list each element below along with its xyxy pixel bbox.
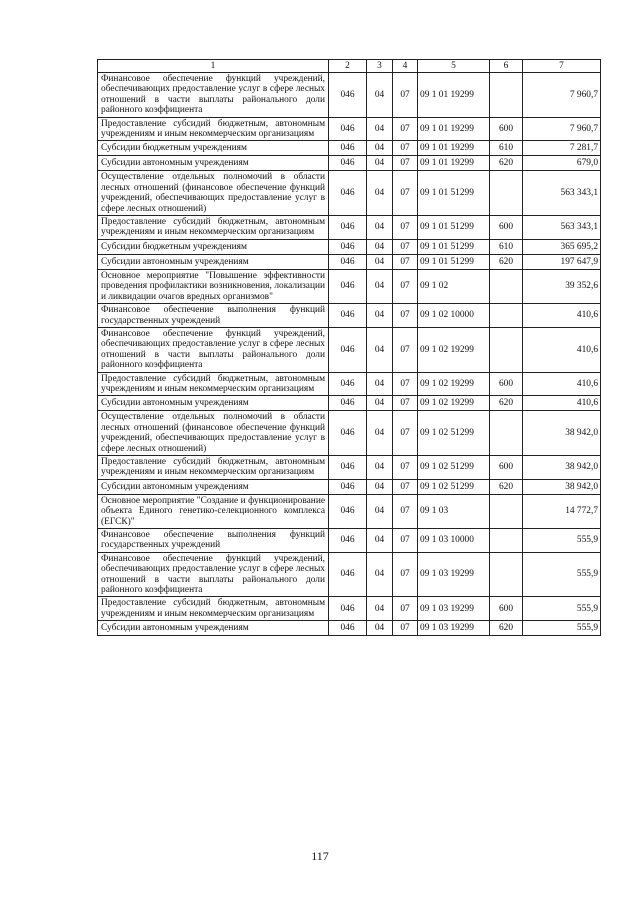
subsection-code-cell: 07 xyxy=(393,494,418,528)
subsection-code-cell: 07 xyxy=(393,529,418,553)
table-row xyxy=(98,254,601,269)
amount-cell: 555,9 xyxy=(523,597,601,621)
row-name-cell: Финансовое обеспечение функций учреждений, обеспечивающих предоставление услуг в сфере лесных отношений в части выплаты районального доли районного коэффициента xyxy=(98,552,329,597)
row-name-cell: Предоставление субсидий бюджетным, автономным учреждениям и иным некоммерческим организациям xyxy=(98,117,329,141)
expense-type-cell: 620 xyxy=(490,396,523,411)
section-code-cell: 04 xyxy=(367,239,393,254)
ministry-code-cell: 046 xyxy=(329,597,367,621)
ministry-code-cell: 046 xyxy=(329,552,367,597)
expense-type-cell xyxy=(490,327,523,372)
expense-type-cell: 620 xyxy=(490,479,523,494)
target-article-cell: 09 1 01 19299 xyxy=(418,156,490,171)
target-article-cell: 09 1 02 19299 xyxy=(418,372,490,396)
target-article-cell: 09 1 03 xyxy=(418,494,490,528)
target-article-cell: 09 1 03 10000 xyxy=(418,529,490,553)
table-row xyxy=(98,216,601,240)
expense-type-cell: 600 xyxy=(490,117,523,141)
amount-cell: 555,9 xyxy=(523,529,601,553)
table-row xyxy=(98,269,601,303)
ministry-code-cell: 046 xyxy=(329,141,367,156)
expense-type-cell xyxy=(490,494,523,528)
section-code-cell: 04 xyxy=(367,156,393,171)
amount-cell: 410,6 xyxy=(523,396,601,411)
target-article-cell: 09 1 01 51299 xyxy=(418,216,490,240)
section-code-cell: 04 xyxy=(367,411,393,456)
expense-type-cell: 600 xyxy=(490,372,523,396)
amount-cell: 197 647,9 xyxy=(523,254,601,269)
section-code-cell: 04 xyxy=(367,597,393,621)
table-row xyxy=(98,597,601,621)
expense-type-cell xyxy=(490,73,523,118)
ministry-code-cell: 046 xyxy=(329,73,367,118)
subsection-code-cell: 07 xyxy=(393,552,418,597)
column-header: 1 xyxy=(98,60,329,73)
row-name-cell: Финансовое обеспечение функций учреждений, обеспечивающих предоставление услуг в сфере лесных отношений в части выплаты районального доли районного коэффициента xyxy=(98,73,329,118)
target-article-cell: 09 1 01 19299 xyxy=(418,117,490,141)
amount-cell: 563 343,1 xyxy=(523,171,601,216)
subsection-code-cell: 07 xyxy=(393,396,418,411)
expense-type-cell xyxy=(490,171,523,216)
target-article-cell: 09 1 02 51299 xyxy=(418,411,490,456)
target-article-cell: 09 1 01 51299 xyxy=(418,254,490,269)
target-article-cell: 09 1 02 19299 xyxy=(418,396,490,411)
amount-cell: 679,0 xyxy=(523,156,601,171)
expense-type-cell xyxy=(490,529,523,553)
ministry-code-cell: 046 xyxy=(329,411,367,456)
section-code-cell: 04 xyxy=(367,304,393,328)
row-name-cell: Финансовое обеспечение выполнения функций государственных учреждений xyxy=(98,529,329,553)
table-row xyxy=(98,455,601,479)
table-row xyxy=(98,73,601,118)
table-row xyxy=(98,171,601,216)
subsection-code-cell: 07 xyxy=(393,141,418,156)
amount-cell: 410,6 xyxy=(523,304,601,328)
expense-type-cell: 610 xyxy=(490,141,523,156)
amount-cell: 365 695,2 xyxy=(523,239,601,254)
ministry-code-cell: 046 xyxy=(329,621,367,636)
target-article-cell: 09 1 01 51299 xyxy=(418,239,490,254)
section-code-cell: 04 xyxy=(367,529,393,553)
subsection-code-cell: 07 xyxy=(393,171,418,216)
subsection-code-cell: 07 xyxy=(393,117,418,141)
target-article-cell: 09 1 01 19299 xyxy=(418,73,490,118)
table-row xyxy=(98,529,601,553)
amount-cell: 38 942,0 xyxy=(523,411,601,456)
expense-type-cell: 600 xyxy=(490,216,523,240)
page-number: 117 xyxy=(311,849,329,863)
row-name-cell: Субсидии автономным учреждениям xyxy=(98,254,329,269)
table-row xyxy=(98,239,601,254)
expense-type-cell: 620 xyxy=(490,156,523,171)
expense-type-cell xyxy=(490,552,523,597)
table-row xyxy=(98,621,601,636)
amount-cell: 39 352,6 xyxy=(523,269,601,303)
section-code-cell: 04 xyxy=(367,455,393,479)
row-name-cell: Предоставление субсидий бюджетным, автономным учреждениям и иным некоммерческим организациям xyxy=(98,455,329,479)
subsection-code-cell: 07 xyxy=(393,239,418,254)
subsection-code-cell: 07 xyxy=(393,479,418,494)
section-code-cell: 04 xyxy=(367,171,393,216)
ministry-code-cell: 046 xyxy=(329,216,367,240)
section-code-cell: 04 xyxy=(367,372,393,396)
subsection-code-cell: 07 xyxy=(393,597,418,621)
amount-cell: 14 772,7 xyxy=(523,494,601,528)
ministry-code-cell: 046 xyxy=(329,254,367,269)
amount-cell: 555,9 xyxy=(523,621,601,636)
subsection-code-cell: 07 xyxy=(393,327,418,372)
subsection-code-cell: 07 xyxy=(393,156,418,171)
row-name-cell: Субсидии бюджетным учреждениям xyxy=(98,141,329,156)
column-header: 4 xyxy=(393,60,418,73)
ministry-code-cell: 046 xyxy=(329,396,367,411)
row-name-cell: Финансовое обеспечение функций учреждений, обеспечивающих предоставление услуг в сфере лесных отношений в части выплаты районального доли районного коэффициента xyxy=(98,327,329,372)
expense-type-cell: 600 xyxy=(490,597,523,621)
subsection-code-cell: 07 xyxy=(393,621,418,636)
amount-cell: 555,9 xyxy=(523,552,601,597)
amount-cell: 38 942,0 xyxy=(523,479,601,494)
subsection-code-cell: 07 xyxy=(393,73,418,118)
target-article-cell: 09 1 01 19299 xyxy=(418,141,490,156)
row-name-cell: Субсидии автономным учреждениям xyxy=(98,621,329,636)
subsection-code-cell: 07 xyxy=(393,372,418,396)
column-header: 3 xyxy=(367,60,393,73)
target-article-cell: 09 1 03 19299 xyxy=(418,621,490,636)
ministry-code-cell: 046 xyxy=(329,156,367,171)
table-row xyxy=(98,552,601,597)
section-code-cell: 04 xyxy=(367,327,393,372)
expense-type-cell: 610 xyxy=(490,239,523,254)
target-article-cell: 09 1 02 19299 xyxy=(418,327,490,372)
ministry-code-cell: 046 xyxy=(329,269,367,303)
ministry-code-cell: 046 xyxy=(329,372,367,396)
row-name-cell: Субсидии бюджетным учреждениям xyxy=(98,239,329,254)
table-row xyxy=(98,141,601,156)
ministry-code-cell: 046 xyxy=(329,529,367,553)
table-row xyxy=(98,494,601,528)
target-article-cell: 09 1 02 xyxy=(418,269,490,303)
row-name-cell: Субсидии автономным учреждениям xyxy=(98,156,329,171)
table-row xyxy=(98,304,601,328)
row-name-cell: Основное мероприятие "Повышение эффективности проведения профилактики возникновения, локализации и ликвидации очагов вредных организмов" xyxy=(98,269,329,303)
ministry-code-cell: 046 xyxy=(329,455,367,479)
subsection-code-cell: 07 xyxy=(393,304,418,328)
ministry-code-cell: 046 xyxy=(329,304,367,328)
expense-type-cell: 620 xyxy=(490,254,523,269)
subsection-code-cell: 07 xyxy=(393,216,418,240)
target-article-cell: 09 1 02 10000 xyxy=(418,304,490,328)
section-code-cell: 04 xyxy=(367,269,393,303)
ministry-code-cell: 046 xyxy=(329,117,367,141)
section-code-cell: 04 xyxy=(367,479,393,494)
target-article-cell: 09 1 03 19299 xyxy=(418,552,490,597)
expense-type-cell: 600 xyxy=(490,455,523,479)
target-article-cell: 09 1 03 19299 xyxy=(418,597,490,621)
ministry-code-cell: 046 xyxy=(329,239,367,254)
table-row xyxy=(98,396,601,411)
table-row xyxy=(98,327,601,372)
expense-type-cell: 620 xyxy=(490,621,523,636)
amount-cell: 410,6 xyxy=(523,327,601,372)
ministry-code-cell: 046 xyxy=(329,171,367,216)
table-row xyxy=(98,156,601,171)
subsection-code-cell: 07 xyxy=(393,411,418,456)
section-code-cell: 04 xyxy=(367,141,393,156)
section-code-cell: 04 xyxy=(367,73,393,118)
table-row xyxy=(98,117,601,141)
section-code-cell: 04 xyxy=(367,216,393,240)
row-name-cell: Осуществление отдельных полномочий в области лесных отношений (финансовое обеспечение функций учреждений, обеспечивающих предоставление услуг в сфере лесных отношений) xyxy=(98,411,329,456)
row-name-cell: Предоставление субсидий бюджетным, автономным учреждениям и иным некоммерческим организациям xyxy=(98,597,329,621)
column-header: 7 xyxy=(523,60,601,73)
row-name-cell: Субсидии автономным учреждениям xyxy=(98,396,329,411)
row-name-cell: Субсидии автономным учреждениям xyxy=(98,479,329,494)
column-header: 5 xyxy=(418,60,490,73)
amount-cell: 410,6 xyxy=(523,372,601,396)
expense-type-cell xyxy=(490,411,523,456)
budget-table xyxy=(97,59,601,636)
ministry-code-cell: 046 xyxy=(329,479,367,494)
row-name-cell: Предоставление субсидий бюджетным, автономным учреждениям и иным некоммерческим организациям xyxy=(98,372,329,396)
amount-cell: 7 960,7 xyxy=(523,73,601,118)
subsection-code-cell: 07 xyxy=(393,254,418,269)
subsection-code-cell: 07 xyxy=(393,455,418,479)
row-name-cell: Финансовое обеспечение выполнения функций государственных учреждений xyxy=(98,304,329,328)
column-number-row xyxy=(98,60,601,73)
column-header: 2 xyxy=(329,60,367,73)
section-code-cell: 04 xyxy=(367,494,393,528)
row-name-cell: Предоставление субсидий бюджетным, автономным учреждениям и иным некоммерческим организациям xyxy=(98,216,329,240)
subsection-code-cell: 07 xyxy=(393,269,418,303)
amount-cell: 563 343,1 xyxy=(523,216,601,240)
section-code-cell: 04 xyxy=(367,117,393,141)
amount-cell: 7 281,7 xyxy=(523,141,601,156)
table-row xyxy=(98,411,601,456)
expense-type-cell xyxy=(490,269,523,303)
row-name-cell: Осуществление отдельных полномочий в области лесных отношений (финансовое обеспечение функций учреждений, обеспечивающих предоставление услуг в сфере лесных отношений) xyxy=(98,171,329,216)
table-row xyxy=(98,372,601,396)
expense-type-cell xyxy=(490,304,523,328)
row-name-cell: Основное мероприятие "Создание и функционирование объекта Единого генетико-селекционного комплекса (ЕГСК)" xyxy=(98,494,329,528)
amount-cell: 7 960,7 xyxy=(523,117,601,141)
table-row xyxy=(98,479,601,494)
amount-cell: 38 942,0 xyxy=(523,455,601,479)
section-code-cell: 04 xyxy=(367,254,393,269)
column-header: 6 xyxy=(490,60,523,73)
target-article-cell: 09 1 01 51299 xyxy=(418,171,490,216)
ministry-code-cell: 046 xyxy=(329,327,367,372)
target-article-cell: 09 1 02 51299 xyxy=(418,479,490,494)
section-code-cell: 04 xyxy=(367,621,393,636)
section-code-cell: 04 xyxy=(367,552,393,597)
table-body xyxy=(98,73,601,636)
ministry-code-cell: 046 xyxy=(329,494,367,528)
target-article-cell: 09 1 02 51299 xyxy=(418,455,490,479)
section-code-cell: 04 xyxy=(367,396,393,411)
